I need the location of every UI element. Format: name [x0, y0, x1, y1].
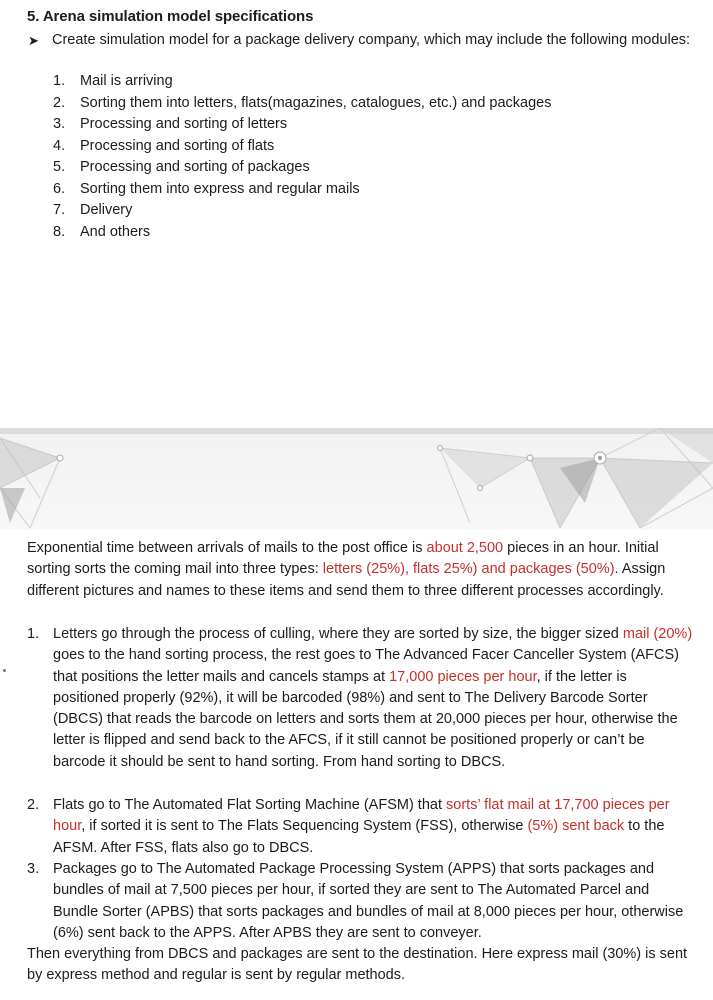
module-text: Processing and sorting of flats — [80, 137, 275, 154]
module-list — [53, 71, 552, 243]
text-run: to the AFSM. After FSS, flats also go to DBCS. — [53, 818, 665, 856]
module-number: 2. — [53, 94, 66, 111]
text-run: , if sorted it is sent to The Flats Sequencing System (FSS), otherwise — [81, 818, 528, 835]
module-text: Delivery — [80, 202, 133, 218]
network-graphic — [0, 428, 713, 530]
module-number: 7. — [53, 202, 66, 218]
text-run: Exponential time between arrivals of mails to the post office is — [27, 540, 427, 556]
highlighted-text: sorts’ flat mail at 17,700 pieces per hour — [53, 797, 670, 835]
description-intro — [27, 538, 697, 602]
highlighted-text: letters (25%), flats 25%) and packages (50%) — [322, 561, 615, 578]
page-separator-band — [0, 428, 713, 530]
highlighted-text: (5%) sent back — [527, 818, 625, 835]
text-run: , if the letter is positioned properly (92%), it will be barcoded (98%) and sent to The Delivery Barcode Sorter (DBCS) that reads the barcode on letters and sorts them at 20,000 pieces per hour, otherwise the letter is flipped and send back to the AFCS, if it still cannot be positioned properly or can’t be barcode it should be sent to hand sorting. From hand sorting to DBCS. — [53, 668, 678, 770]
text-run: pieces in an hour. Initial sorting sorts the coming mail into three types: — [27, 540, 659, 578]
item-number: 1. — [27, 626, 40, 642]
specifications-page — [0, 0, 713, 430]
module-item — [53, 71, 552, 93]
module-text: Processing and sorting of packages — [80, 159, 310, 175]
intro-text: Create simulation model for a package delivery company, which may include the following modules: — [52, 32, 691, 48]
highlighted-text: 17,000 pieces per hour — [389, 668, 537, 685]
module-number: 4. — [53, 137, 66, 154]
assignment-description — [0, 530, 713, 1000]
text-run: . Assign different pictures and names to these items and send them to three different processes accordingly. — [27, 561, 666, 599]
margin-mark — [3, 669, 6, 672]
highlighted-text: about 2,500 — [426, 540, 508, 556]
module-item — [53, 136, 552, 158]
module-number: 5. — [53, 159, 66, 175]
module-item — [53, 157, 552, 179]
highlighted-text: mail (20%) — [622, 626, 693, 642]
module-item — [53, 114, 552, 136]
module-item — [53, 200, 552, 222]
module-number: 1. — [53, 73, 66, 89]
text-run: Flats go to The Automated Flat Sorting Machine (AFSM) that — [53, 797, 447, 813]
module-item — [53, 93, 552, 115]
module-number: 3. — [53, 116, 66, 132]
text-run: Packages go to The Automated Package Processing System (APPS) that sorts packages and bundles of mail at 7,500 pieces per hour, if sorted they are sent to The Automated Parcel and Bundle Sorter (APBS) that sorts packages and bundles of mail at 8,000 pieces per hour, otherwise (6%) sent back to the APPS. After APBS they are sent to conveyer. — [53, 861, 684, 941]
item-text — [53, 624, 697, 773]
module-text: Sorting them into letters, flats(magazines, catalogues, etc.) and packages — [80, 94, 552, 111]
module-item — [53, 222, 552, 244]
text-run: Letters go through the process of culling, where they are sorted by size, the bigger sized — [53, 626, 623, 642]
text-run: goes to the hand sorting process, the rest goes to The Advanced Facer Canceller System (AFCS) that positions the letter mails and cancels stamps at — [53, 647, 679, 685]
item-number: 3. — [27, 861, 40, 877]
item-text — [53, 859, 697, 944]
module-number: 6. — [53, 180, 66, 197]
item-text — [53, 795, 697, 859]
module-item — [53, 179, 552, 201]
arrow-bullet-icon: ➤ — [28, 33, 39, 48]
module-number: 8. — [53, 223, 66, 240]
module-text: Mail is arriving — [80, 73, 173, 89]
item-number: 2. — [27, 797, 40, 813]
closing-paragraph: Then everything from DBCS and packages are sent to the destination. Here express mail (30%) is sent by express method and regular is sent by regular methods. — [27, 946, 688, 984]
section-heading: 5. Arena simulation model specifications — [27, 8, 314, 25]
module-text: Processing and sorting of letters — [80, 116, 288, 132]
module-text: And others — [80, 223, 151, 240]
module-text: Sorting them into express and regular mails — [80, 180, 360, 197]
